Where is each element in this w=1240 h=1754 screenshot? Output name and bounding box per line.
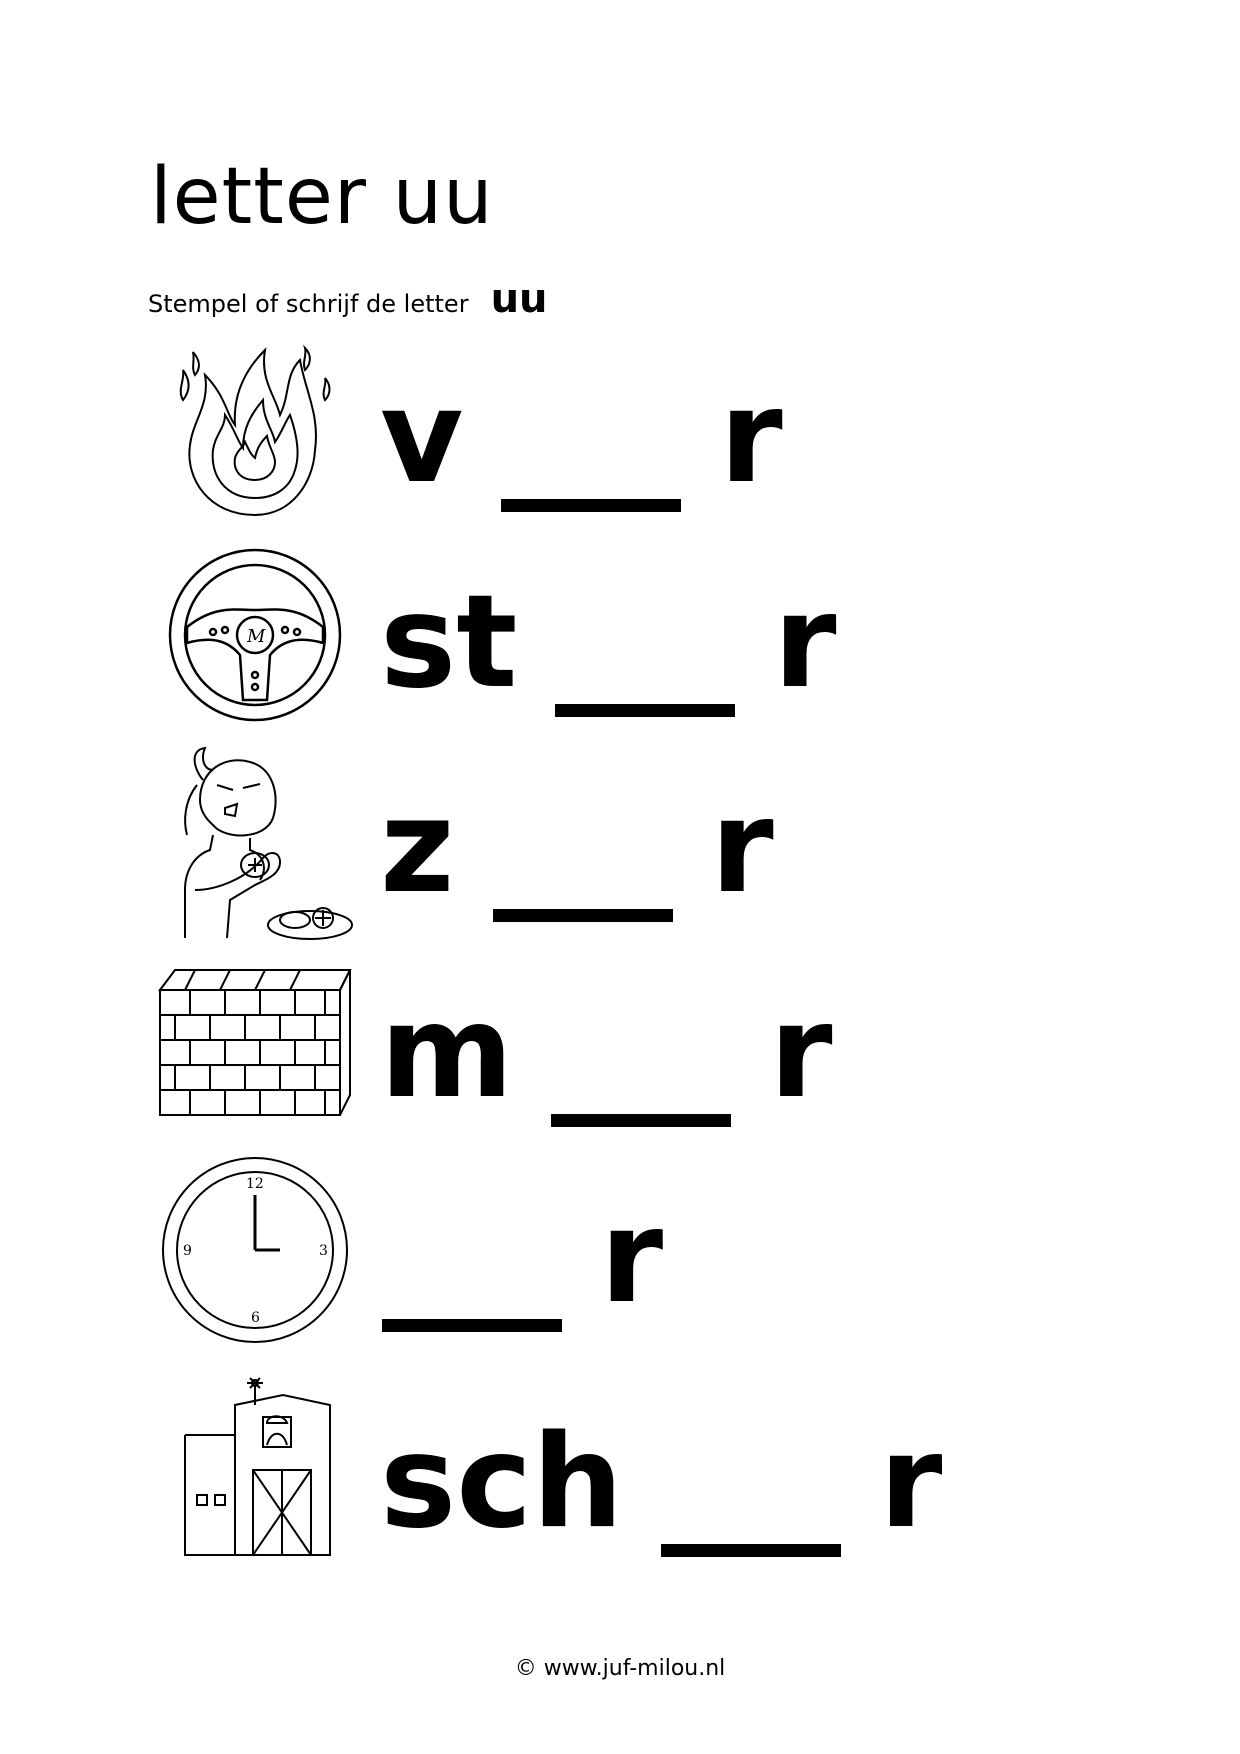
instruction — [148, 276, 548, 322]
clock-icon — [155, 1150, 355, 1350]
instruction-text: Stempel of schrijf de letter — [148, 290, 469, 318]
svg-text:M: M — [247, 626, 266, 647]
word-fill-in — [380, 1375, 942, 1575]
word-fill-in — [380, 945, 833, 1145]
word-prefix: v — [380, 363, 464, 512]
instruction-letters: uu — [490, 276, 548, 322]
clock-number-9: 9 — [183, 1243, 192, 1259]
word-suffix: r — [710, 773, 774, 922]
word-fill-in — [380, 740, 774, 940]
steering-wheel-icon — [155, 535, 355, 735]
word-suffix: r — [719, 363, 783, 512]
answer-blank[interactable] — [501, 499, 681, 512]
barn-icon — [155, 1375, 355, 1575]
brick-wall-icon — [155, 945, 355, 1145]
word-row-1 — [0, 330, 1240, 530]
clock-number-6: 6 — [251, 1310, 260, 1326]
word-row-3 — [0, 740, 1240, 940]
clock-number-3: 3 — [319, 1243, 328, 1259]
word-row-2 — [0, 535, 1240, 735]
answer-blank[interactable] — [493, 909, 673, 922]
word-suffix: r — [600, 1183, 664, 1332]
worksheet-title: letter uu — [150, 152, 494, 242]
word-prefix: sch — [380, 1408, 624, 1557]
word-fill-in — [380, 535, 837, 735]
answer-blank[interactable] — [661, 1544, 841, 1557]
clock-number-12: 12 — [246, 1176, 264, 1192]
fire-icon — [155, 330, 355, 530]
word-row-6 — [0, 1375, 1240, 1575]
word-row-4 — [0, 945, 1240, 1145]
sour-face-girl-icon — [155, 740, 355, 940]
word-row-5 — [0, 1150, 1240, 1350]
word-suffix: r — [773, 568, 837, 717]
word-prefix: st — [380, 568, 518, 717]
answer-blank[interactable] — [551, 1114, 731, 1127]
word-fill-in — [380, 330, 783, 530]
word-prefix: m — [380, 978, 514, 1127]
copyright-footer: © www.juf-milou.nl — [514, 1656, 726, 1681]
word-suffix: r — [769, 978, 833, 1127]
word-prefix: z — [380, 773, 455, 922]
answer-blank[interactable] — [555, 704, 735, 717]
answer-blank[interactable] — [382, 1319, 562, 1332]
word-fill-in — [380, 1150, 663, 1350]
word-suffix: r — [879, 1408, 943, 1557]
